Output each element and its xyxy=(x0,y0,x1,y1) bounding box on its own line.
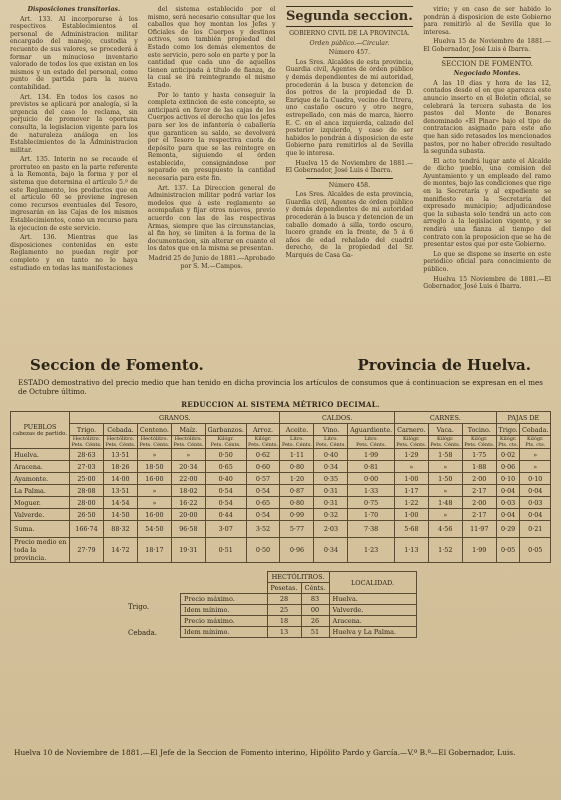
unit-cols-label: Pets. Cénts. xyxy=(71,442,102,448)
price-cell: 14·00 xyxy=(103,473,137,485)
price-cell: 0·65 xyxy=(246,497,280,509)
paragraph: Art. 133. Al incorporarse á los respectivos Establecimientos el personal de Administracion militar encargado del manejo, custodia y recuento de sus valores, se procederá á formar un minucioso inventario valorado de todos los que existan en los mismos y un estado del personal, como punto de partida para la nueva contabilidad. xyxy=(10,15,138,91)
price-cell: 96·58 xyxy=(171,521,205,538)
summary-p-cell: 28 xyxy=(267,594,301,605)
pueblo-cell: Moguer. xyxy=(11,497,70,509)
pueblo-cell: Aracena. xyxy=(11,461,70,473)
column-3 xyxy=(286,6,414,346)
price-cell: » xyxy=(520,461,551,473)
orden-heading: Orden público.—Circular. xyxy=(309,39,390,47)
column-1-title: Disposiciones transitorias. xyxy=(27,6,121,13)
price-cell: 16·00 xyxy=(137,473,171,485)
heading-left: Seccion de Fomento. xyxy=(30,356,204,374)
price-cell: 0·04 xyxy=(496,485,520,497)
unit-label: Hectólitro. xyxy=(106,436,135,442)
price-cell: 0·81 xyxy=(348,461,394,473)
price-cell: 166·74 xyxy=(70,521,104,538)
price-cell: 0·10 xyxy=(496,473,520,485)
price-cell: 0·54 xyxy=(205,485,246,497)
pesetas-header: Pesetas. xyxy=(267,583,301,594)
price-cell: 1·11 xyxy=(280,449,314,461)
summary-label-cell: Idem mínimo. xyxy=(181,605,268,616)
price-cell: 0·31 xyxy=(314,497,348,509)
paragraph: Art. 136. Mientras que las disposiciones contenidas en este Reglamento no puedan regir por completo y en tanto no lo haya estudiado en todas las manifestaciones xyxy=(10,234,138,272)
summary-loc-cell: Aracena. xyxy=(329,616,416,627)
price-cell: 5·77 xyxy=(280,521,314,538)
paragraph: Los Sres. Alcaldes de esta provincia, Guardia civil, Agentes de órden público y demás dependientes de mi autoridad, procederán á la busca y detencion de dos potros de la propiedad de D. Enrique de la Cuadra, vecino de Utrera, uno castaño oscuro y otro negro, estrepellado, con más de marca, hierro E. C. en el anca izquierda, calzado del posterior izquierdo, y caso de ser habidos lo pondrán á disposicion de este Gobierno para remitirlos al de Sevilla que lo interesa. xyxy=(285,58,414,157)
price-cell: 0·32 xyxy=(314,509,348,521)
summary-c-cell: 00 xyxy=(301,605,329,616)
price-cell: 0·54 xyxy=(205,497,246,509)
price-cell: » xyxy=(428,461,462,473)
item-unit-row xyxy=(11,436,551,449)
price-cell: 2·00 xyxy=(462,497,496,509)
price-cell: » xyxy=(394,461,428,473)
item-unit-cell xyxy=(280,436,314,449)
price-cell: 1·17 xyxy=(394,485,428,497)
corner-label-1: PUEBLOS xyxy=(23,423,57,431)
price-cell: 1·50 xyxy=(428,473,462,485)
price-cell: 0·00 xyxy=(348,473,394,485)
paragraph: Art. 137. La Direccion general de Administracion militar podrá variar los modelos que á este reglamento se acompañan y fijar otros nuevos, previo acuerdo con las de las respectivas Armas, siempre que las circunstancias, al fin hoy, se limiten á la forma de la documentacion, sin alterar en cuanto el los datos que en la misma se presentan. xyxy=(147,184,276,253)
summary-loc-cell: Huelva y La Palma. xyxy=(329,627,416,638)
price-cell: » xyxy=(428,485,462,497)
price-cell: 0·54 xyxy=(246,509,280,521)
summary-label-cell: Precio máximo. xyxy=(181,616,268,627)
item-unit-cell xyxy=(246,436,280,449)
item-name-cell: Vaca. xyxy=(428,424,462,436)
unit-cols-label: Pts. cts. xyxy=(525,442,546,448)
price-cell: 0·51 xyxy=(205,538,246,563)
paragraph: Lo que se dispone se inserte en este periódico oficial para conocimiento de público. xyxy=(423,250,551,273)
price-cell: » xyxy=(137,485,171,497)
price-cell: 27·03 xyxy=(70,461,104,473)
price-cell: 0·99 xyxy=(280,509,314,521)
price-cell: 0·06 xyxy=(496,461,520,473)
price-cell: 19·31 xyxy=(171,538,205,563)
group-header: CARNES. xyxy=(394,412,496,424)
price-cell: 26·50 xyxy=(70,509,104,521)
paragraph: A las 10 dias y hora de las 12, contados desde el en que aparezca este anuncio inserto en el Boletin oficial, se celebrará la tercera subasta de los pastos del Monte de Bonares denominado «El Pinar» bajo el tipo de contratacion asignado para este año que han sido retasados los mencionados pastos, por no haber ofrecido resultado la segunda subasta. xyxy=(423,79,551,156)
unit-cols-label: Pets. Cénts. xyxy=(105,442,136,448)
numero-458: Número 458. xyxy=(328,181,371,189)
table-row xyxy=(11,521,551,538)
summary-row xyxy=(181,594,417,605)
prices-table xyxy=(10,411,551,563)
unit-cols-label: Pets. Cénts. xyxy=(430,442,461,448)
unit-cols-label: Pets. Cénts. xyxy=(464,442,495,448)
price-cell: 54·50 xyxy=(137,521,171,538)
item-unit-cell xyxy=(205,436,246,449)
summary-table xyxy=(180,571,417,638)
price-cell: 1·29 xyxy=(394,449,428,461)
cebada-label: Cebada. xyxy=(128,629,158,637)
price-cell: 27·79 xyxy=(70,538,104,563)
price-cell: 1·00 xyxy=(394,509,428,521)
summary-row xyxy=(181,616,417,627)
summary-p-cell: 13 xyxy=(267,627,301,638)
summary-p-cell: 18 xyxy=(267,616,301,627)
unit-label: Kilógr. xyxy=(217,436,234,442)
price-cell: 0·62 xyxy=(246,449,280,461)
pueblo-cell: Precio medio en toda la provincia. xyxy=(11,538,70,563)
footer-signature: Huelva 10 de Noviembre de 1881.—El Jefe de la Seccion de Fomento interino, Hipólito Pardo y García.—V.º B.º—El Gobernador, Luis. xyxy=(14,748,516,757)
item-name-cell: Centeno. xyxy=(137,424,171,436)
price-cell: 0·04 xyxy=(520,509,551,521)
price-cell: 20·34 xyxy=(171,461,205,473)
paragraph: El acto tendrá lugar ante el Alcalde de dicho pueblo, una comision del Ayuntamiento y un empleado del ramo de montes, bajo las condiciones que rige en la Secretaría y al expediente se manifiesto en la Secretaría del expresado municipio; adjudicándose que la subasta solo tendrá un acto con arreglo á la legislacion vigente, y se rendirá una fianza al tiempo del contrato con la proposicion que se ha de presentar estos que por este Gobierno. xyxy=(423,157,551,249)
price-cell: 0·29 xyxy=(496,521,520,538)
unit-label: Hectólitro. xyxy=(174,436,203,442)
price-cell: 0·54 xyxy=(246,485,280,497)
price-cell: 1·48 xyxy=(428,497,462,509)
cents-header: Cénts. xyxy=(301,583,329,594)
price-cell: 14·50 xyxy=(103,509,137,521)
price-cell: 13·51 xyxy=(103,449,137,461)
unit-cols-label: Pts. cts. xyxy=(498,442,519,448)
item-unit-cell xyxy=(462,436,496,449)
price-cell: 0·04 xyxy=(496,509,520,521)
price-cell: 5·68 xyxy=(394,521,428,538)
item-unit-cell xyxy=(394,436,428,449)
summary-c-cell: 26 xyxy=(301,616,329,627)
unit-label: Kilógr. xyxy=(254,436,272,442)
unit-cols-label: Pets. Cénts. xyxy=(396,442,427,448)
price-cell: 1·20 xyxy=(280,473,314,485)
numero-457: Número 457. xyxy=(328,49,371,57)
item-name-cell: Trigo. xyxy=(70,424,104,436)
subtitle: GOBIERNO CIVIL DE LA PROVINCIA. xyxy=(289,30,410,37)
unit-label: Kilógr. xyxy=(526,436,544,442)
price-cell: 4·56 xyxy=(428,521,462,538)
group-header: CALDOS. xyxy=(280,412,394,424)
unit-cols-label: Pets. Cénts. xyxy=(356,442,387,448)
price-cell: 0·65 xyxy=(205,461,246,473)
price-cell: 16·22 xyxy=(171,497,205,509)
blank-cell xyxy=(181,583,268,594)
paragraph: Huelva 15 de Noviembre de 1881.—El Gobernador, José Luis é Ibarra. xyxy=(423,38,551,53)
price-cell: 0·44 xyxy=(205,509,246,521)
item-name-cell: Aceite. xyxy=(280,424,314,436)
divider xyxy=(306,178,394,179)
paragraph: Por lo tanto y hasta conseguir la completa extincion de este concepto, se anticipará en favor de las cajas de los Cuerpos activos el derecho que los jefes para ser los de infantería ó caballería que garanticen su saldo, se devolverá por el Tesoro la respectiva cuota de depósito para que se las reintegre en Remonta, siguiendo el órden establecido, consignándose por separado en presupuesto la cantidad necesaria para este fin. xyxy=(147,91,276,183)
price-cell: 28·63 xyxy=(70,449,104,461)
price-cell: 18·26 xyxy=(103,461,137,473)
pueblo-cell: Suma. xyxy=(11,521,70,538)
paragraph: Art. 134. En todos los casos no previstos se aplicará por analogía, si la urgencia del caso lo reclama, sin perjuicio de promover la oportuna consulta, la legislacion vigente para los de naturaleza análoga en los Establecimientos de la Administracion militar. xyxy=(10,93,138,154)
item-unit-cell xyxy=(520,436,551,449)
price-cell: 0·34 xyxy=(314,538,348,563)
price-cell: 0·31 xyxy=(314,485,348,497)
unit-label: Litro. xyxy=(290,436,304,442)
item-unit-cell xyxy=(314,436,348,449)
price-cell: 0·05 xyxy=(520,538,551,563)
price-cell: 1·99 xyxy=(462,538,496,563)
price-cell: 1·75 xyxy=(462,449,496,461)
item-unit-cell xyxy=(103,436,137,449)
price-cell: 0·03 xyxy=(496,497,520,509)
price-cell: 0·80 xyxy=(280,497,314,509)
price-cell: 0·87 xyxy=(280,485,314,497)
price-cell: » xyxy=(137,497,171,509)
unit-label: Kilógr. xyxy=(499,436,517,442)
blank-cell xyxy=(181,572,268,583)
pueblo-cell: Huelva. xyxy=(11,449,70,461)
summary-loc-cell: Valverde. xyxy=(329,605,416,616)
paragraph: Huelva 15 Noviembre de 1881.—El Gobernador, José Luis é Ibarra. xyxy=(423,275,551,291)
unit-cols-label: Pets. Cénts. xyxy=(139,442,170,448)
price-cell: 18·17 xyxy=(137,538,171,563)
unit-label: Hectólitro. xyxy=(72,436,101,442)
price-cell: 0·34 xyxy=(314,461,348,473)
reduccion-heading: REDUCCION AL SISTEMA MÉTRICO DECIMAL. xyxy=(181,400,380,409)
unit-label: Litro. xyxy=(324,436,338,442)
price-cell: 2·17 xyxy=(462,485,496,497)
pueblo-cell: La Palma. xyxy=(11,485,70,497)
unit-cols-label: Pets. Cénts. xyxy=(210,442,241,448)
paragraph: Art. 135. Interin no se recaude el prorrateo en pasto en la parte referente á la Remonta, bajo la forma y por el sistema que determina el artículo 5.º de este Reglamento, los productos que en el artículo 60 se previene ingresen como recursos eventuales del Tesoro, ingresarán en las Cajas de los mismos Establecimientos, como un recurso para la ejecucion de este servicio. xyxy=(10,156,138,232)
heading-right: Provincia de Huelva. xyxy=(357,356,531,374)
table-row xyxy=(11,449,551,461)
seccion-fomento-title: SECCION DE FOMENTO. xyxy=(441,59,533,68)
item-name-cell: Tocino. xyxy=(462,424,496,436)
unit-cols-label: Pets. Cénts. xyxy=(247,442,279,448)
item-name-cell: Cebada. xyxy=(103,424,137,436)
price-cell: 1·33 xyxy=(348,485,394,497)
price-cell: 0·96 xyxy=(280,538,314,563)
price-cell: 13·51 xyxy=(103,485,137,497)
price-cell: 14·72 xyxy=(103,538,137,563)
price-cell: 0·80 xyxy=(280,461,314,473)
price-cell: 0·75 xyxy=(348,497,394,509)
table-row xyxy=(11,538,551,563)
pueblo-cell: Ayamonte. xyxy=(11,473,70,485)
group-header: PAJAS DE xyxy=(496,412,550,424)
section-headings xyxy=(10,356,551,374)
negociado-title: Negociado Montes. xyxy=(453,70,521,78)
corner-label-2: cabezas de partido. xyxy=(12,431,68,437)
summary-row xyxy=(181,605,417,616)
item-name-cell: Maíz. xyxy=(171,424,205,436)
column-2 xyxy=(148,6,276,346)
table-row xyxy=(11,473,551,485)
table-row xyxy=(11,485,551,497)
item-unit-cell xyxy=(496,436,520,449)
price-cell: 0·50 xyxy=(205,449,246,461)
price-cell: 0·40 xyxy=(314,449,348,461)
unit-cols-label: Pets. Cénts. xyxy=(315,442,346,448)
paragraph: Madrid 25 de Junio de 1881.—Aprobado por S. M.—Campos. xyxy=(148,255,275,270)
price-cell: 0·21 xyxy=(520,521,551,538)
price-cell: 0·60 xyxy=(246,461,280,473)
item-unit-cell xyxy=(70,436,104,449)
corner-cell xyxy=(11,412,70,449)
localidad-header: LOCALIDAD. xyxy=(329,572,416,594)
item-unit-cell xyxy=(171,436,205,449)
price-cell: 0·04 xyxy=(520,485,551,497)
price-cell: 1·23 xyxy=(348,538,394,563)
section-title: Segunda seccion. xyxy=(286,6,414,27)
price-cell: 11·97 xyxy=(462,521,496,538)
price-cell: 0·40 xyxy=(205,473,246,485)
item-name-cell: Garbanzos. xyxy=(205,424,246,436)
column-1 xyxy=(10,6,138,346)
price-cell: 0·10 xyxy=(520,473,551,485)
price-cell: 28·08 xyxy=(70,485,104,497)
summary-loc-cell: Huelva. xyxy=(329,594,416,605)
table-row xyxy=(11,461,551,473)
price-cell: 2·00 xyxy=(462,473,496,485)
pueblo-cell: Valverde. xyxy=(11,509,70,521)
item-name-cell: Vino. xyxy=(314,424,348,436)
summary-p-cell: 25 xyxy=(267,605,301,616)
item-name-cell: Aguardiente. xyxy=(348,424,394,436)
summary-label-cell: Precio máximo. xyxy=(181,594,268,605)
item-name-cell: Carnero. xyxy=(394,424,428,436)
price-cell: 16·00 xyxy=(137,509,171,521)
table-body xyxy=(11,449,551,563)
item-unit-cell xyxy=(137,436,171,449)
price-cell: 25·00 xyxy=(70,473,104,485)
price-cell: 0·02 xyxy=(496,449,520,461)
item-unit-cell xyxy=(428,436,462,449)
price-cell: 1·00 xyxy=(394,473,428,485)
price-cell: 7·38 xyxy=(348,521,394,538)
summary-body xyxy=(181,594,417,638)
price-cell: 2·17 xyxy=(462,509,496,521)
unit-label: Kilógr. xyxy=(470,436,488,442)
group-header: GRANOS. xyxy=(70,412,280,424)
divider xyxy=(443,57,531,58)
price-cell: » xyxy=(171,449,205,461)
price-cell: 0·57 xyxy=(246,473,280,485)
paragraph: del sistema establecido por el mismo, será necesario consultar que los caballos que hoy montan los Jefes y Oficiales de los Cuerpos y destinos activos, son también propiedad del Estado como los demás elementos de este servicio, pero solo en parte y por la cantidad que cada uno de aquellos tienen anticipada á título de fianza, de la cual se irá reintegrando el mismo Estado. xyxy=(147,6,276,89)
price-cell: 1·70 xyxy=(348,509,394,521)
price-cell: 14·54 xyxy=(103,497,137,509)
price-cell: 2·03 xyxy=(314,521,348,538)
price-cell: 1·52 xyxy=(428,538,462,563)
price-cell: » xyxy=(520,449,551,461)
price-cell: 1·99 xyxy=(348,449,394,461)
price-cell: 18·50 xyxy=(137,461,171,473)
price-cell: 28·00 xyxy=(70,497,104,509)
price-cell: 3·52 xyxy=(246,521,280,538)
unit-label: Litro. xyxy=(364,436,379,442)
price-cell: 18·02 xyxy=(171,485,205,497)
price-cell: 22·00 xyxy=(171,473,205,485)
item-unit-cell xyxy=(348,436,394,449)
price-cell: 0·05 xyxy=(496,538,520,563)
column-4 xyxy=(423,6,551,346)
table-row xyxy=(11,497,551,509)
paragraph: virio; y en caso de ser habido lo pondrán á disposicion de este Gobierno para remitirlo al de Sevilla que lo interesa. xyxy=(423,6,551,36)
price-cell: » xyxy=(428,509,462,521)
summary-label-cell: Idem mínimo. xyxy=(181,627,268,638)
price-cell: 1·88 xyxy=(462,461,496,473)
summary-row xyxy=(181,627,417,638)
paragraph: Los Sres. Alcaldes de esta provincia, Guardia civil, Agentes de órden público y demás dependientes de mi autoridad procederán á la busca y detencion de un caballo domado á silla, tordo oscuro, lucero grande en la frente, de 5 á 6 años de edad rehalado del cuadril derecho, de la propiedad del Sr. Marqués de Casa Ga- xyxy=(285,191,414,260)
unit-label: Kilógr. xyxy=(436,436,454,442)
unit-cols-label: Pets. Cénts. xyxy=(173,442,204,448)
item-name-cell: Cebada. xyxy=(521,425,549,434)
price-cell: 0·03 xyxy=(520,497,551,509)
price-cell: 1·58 xyxy=(428,449,462,461)
price-cell: 1·13 xyxy=(394,538,428,563)
top-columns xyxy=(10,6,551,346)
price-cell: 1·22 xyxy=(394,497,428,509)
price-cell: 20·00 xyxy=(171,509,205,521)
item-name-cell: Arroz. xyxy=(246,424,280,436)
price-cell: 0·35 xyxy=(314,473,348,485)
summary-c-cell: 83 xyxy=(301,594,329,605)
hectolitros-header: HECTÓLITROS. xyxy=(267,572,329,583)
unit-label: Kilógr. xyxy=(403,436,420,442)
estado-description: ESTADO demostrativo del precio medio que han tenido en dicha provincia los artículos de consumos que á continuacion se expresan en el mes de Octubre último. xyxy=(18,378,543,396)
trigo-label: Trigo. xyxy=(128,603,150,611)
paragraph: Huelva 15 de Noviembre de 1881.—El Gobernador, José Luis é Ibarra. xyxy=(285,159,414,175)
unit-cols-label: Pets. Cénts. xyxy=(281,442,312,448)
price-cell: 0·50 xyxy=(246,538,280,563)
summary-c-cell: 51 xyxy=(301,627,329,638)
item-name-row xyxy=(11,424,551,436)
item-name-cell: Trigo. xyxy=(496,424,520,436)
price-cell: » xyxy=(137,449,171,461)
price-cell: 3·07 xyxy=(205,521,246,538)
summary-section xyxy=(10,571,551,671)
unit-label: Hectólitro. xyxy=(140,436,169,442)
price-cell: 88·32 xyxy=(103,521,137,538)
table-row xyxy=(11,509,551,521)
